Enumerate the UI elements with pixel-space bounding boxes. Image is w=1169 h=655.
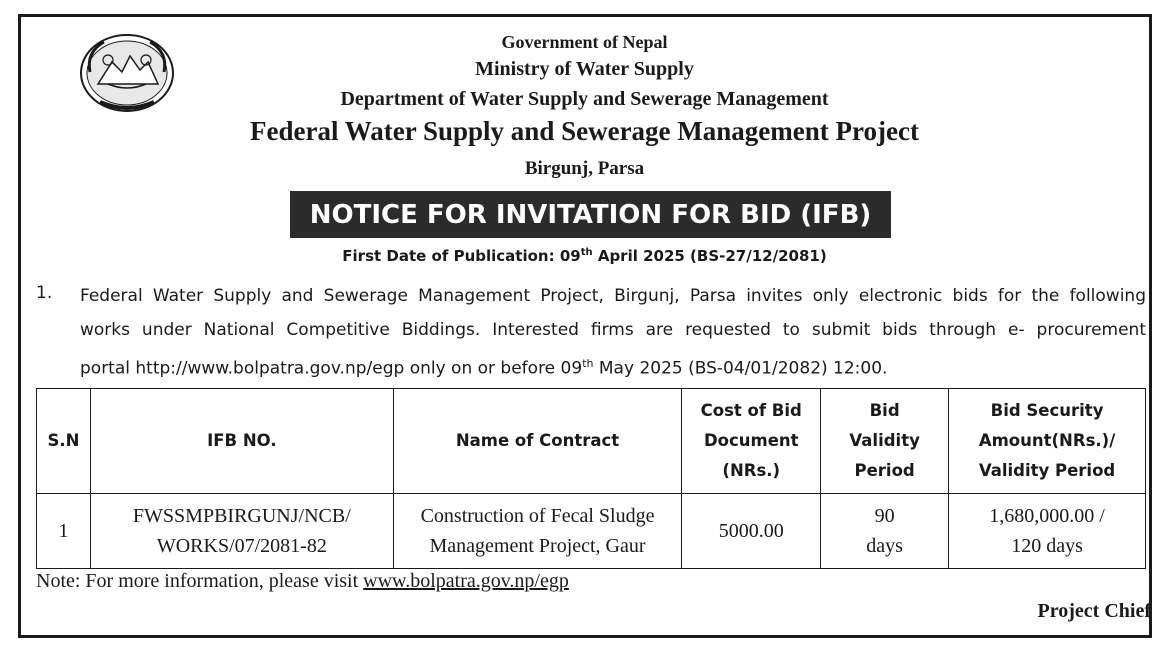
cell-contract-name — [393, 494, 682, 569]
cell-security-line: 1,680,000.00 / — [989, 505, 1105, 527]
paragraph-number: 1. — [36, 283, 53, 303]
publication-date — [0, 247, 1169, 265]
paragraph-line-3-pre: portal http://www.bolpatra.gov.np/egp only on or before 09 — [80, 358, 583, 379]
cell-sn: 1 — [37, 494, 91, 569]
cell-ifb-no — [90, 494, 393, 569]
ministry-name: Ministry of Water Supply — [475, 58, 694, 80]
department-name: Department of Water Supply and Sewerage Management — [340, 88, 829, 110]
header-validity-line: Validity — [849, 431, 920, 450]
table-header-row — [37, 389, 1146, 494]
cell-validity-line: days — [866, 535, 903, 557]
cell-contract-line: Construction of Fecal Sludge — [420, 505, 655, 527]
paragraph-line-3-post: May 2025 (BS-04/01/2082) 12:00. — [593, 358, 888, 379]
cell-security — [949, 494, 1146, 569]
header-security-line: Bid Security — [990, 401, 1104, 420]
header-validity — [821, 389, 949, 494]
header-cost-line: Cost of Bid — [700, 401, 802, 420]
header-cost — [682, 389, 821, 494]
header-cost-line: (NRs.) — [722, 461, 781, 480]
cell-contract-line: Management Project, Gaur — [429, 535, 646, 557]
cell-security-line: 120 days — [1011, 535, 1083, 557]
publication-suffix: April 2025 (BS-27/12/2081) — [592, 247, 827, 265]
project-location: Birgunj, Parsa — [524, 158, 645, 179]
header-sn: S.N — [37, 389, 91, 494]
note-text: Note: For more information, please visit — [36, 570, 364, 592]
header-contract-name: Name of Contract — [393, 389, 682, 494]
project-name: Federal Water Supply and Sewerage Management Project — [250, 116, 919, 146]
cell-validity — [821, 494, 949, 569]
government-name: Government of Nepal — [501, 32, 668, 52]
cell-cost: 5000.00 — [682, 494, 821, 569]
paragraph-line-3 — [80, 347, 1146, 386]
paragraph-line-1: Federal Water Supply and Sewerage Management Project, Birgunj, Parsa invites only electronic bids for the following — [80, 286, 1146, 306]
publication-sup: th — [580, 247, 593, 258]
header-validity-line: Period — [854, 461, 915, 480]
paragraph-line-2: works under National Competitive Biddings. Interested firms are requested to submit bids through e- procurement — [80, 320, 1146, 340]
table-row — [37, 494, 1146, 569]
header-security-line: Validity Period — [978, 461, 1116, 480]
notice-title: NOTICE FOR INVITATION FOR BID (IFB) — [290, 191, 891, 238]
bid-table — [36, 388, 1146, 569]
header-security-line: Amount(NRs.)/ — [978, 431, 1116, 450]
note — [36, 570, 569, 593]
header-ifb-no: IFB NO. — [90, 389, 393, 494]
cell-ifb-line: FWSSMPBIRGUNJ/NCB/ — [132, 505, 351, 527]
header-security — [949, 389, 1146, 494]
header-validity-line: Bid — [869, 401, 900, 420]
cell-validity-line: 90 — [874, 505, 895, 527]
note-link[interactable]: www.bolpatra.gov.np/egp — [363, 570, 569, 592]
signature: Project Chief — [1037, 600, 1151, 622]
invitation-paragraph — [80, 279, 1146, 386]
cell-ifb-line: WORKS/07/2081-82 — [156, 535, 327, 557]
paragraph-line-3-sup: th — [582, 357, 594, 370]
publication-prefix: First Date of Publication: 09 — [342, 247, 581, 265]
header-cost-line: Document — [703, 431, 799, 450]
